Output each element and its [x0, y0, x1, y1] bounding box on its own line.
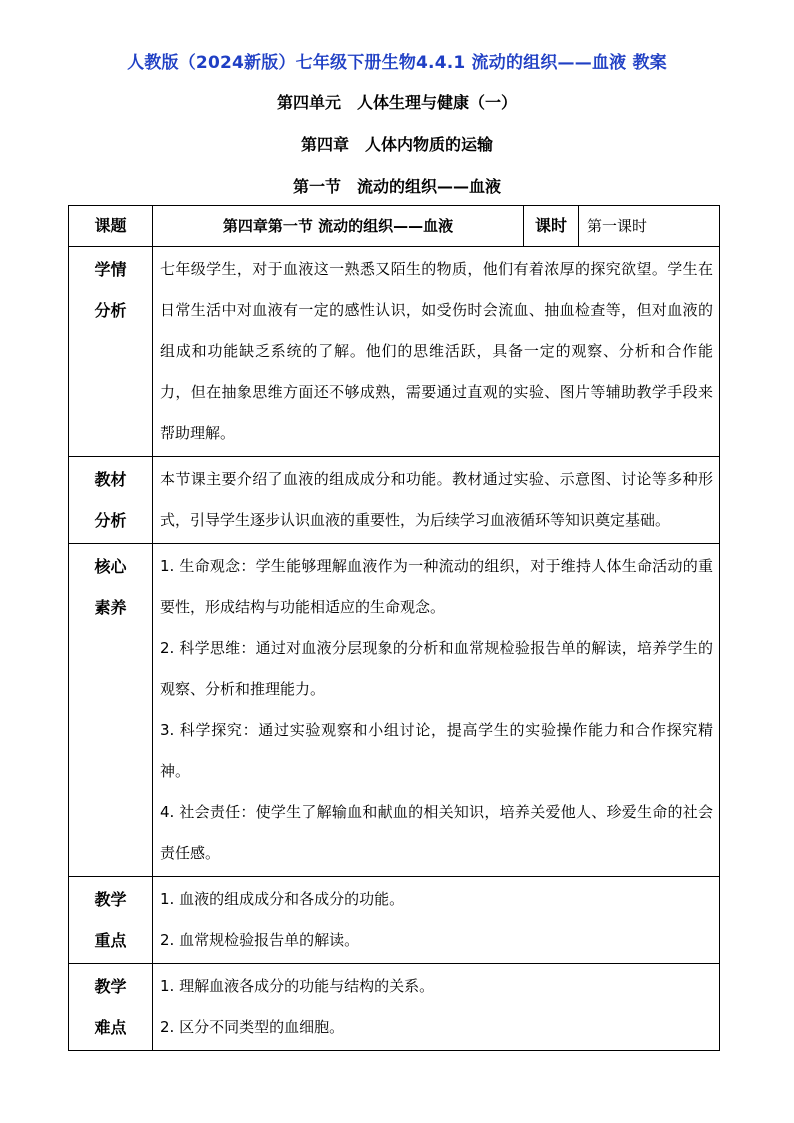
paragraph: 3. 科学探究：通过实验观察和小组讨论，提高学生的实验操作能力和合作探究精神。 [160, 721, 713, 780]
row-label [69, 247, 153, 457]
paragraph: 2. 区分不同类型的血细胞。 [160, 1018, 345, 1036]
lesson-plan-table [68, 205, 720, 1051]
table-row-textbook-analysis [69, 457, 720, 544]
topic-label: 课题 [69, 206, 153, 247]
row-content [153, 247, 720, 457]
unit-heading: 第四单元 人体生理与健康（一） [276, 93, 517, 112]
row-label-line: 教材 [94, 470, 127, 489]
row-label-line: 教学 [94, 977, 127, 996]
paragraph: 4. 社会责任：使学生了解输血和献血的相关知识，培养关爱他人、珍爱生命的社会责任感。 [160, 803, 713, 862]
paragraph: 2. 科学思维：通过对血液分层现象的分析和血常规检验报告单的解读，培养学生的观察、分析和推理能力。 [160, 639, 713, 698]
document-title: 人教版（2024新版）七年级下册生物4.4.1 流动的组织——血液 教案 [127, 53, 667, 73]
paragraph: 1. 血液的组成成分和各成分的功能。 [160, 890, 405, 908]
row-label [69, 544, 153, 877]
row-content [153, 457, 720, 544]
row-content [153, 877, 720, 964]
paragraph: 七年级学生，对于血液这一熟悉又陌生的物质，他们有着浓厚的探究欲望。学生在日常生活中对血液有一定的感性认识，如受伤时会流血、抽血检查等，但对血液的组成和功能缺乏系统的了解。他们的思维活跃，具备一定的观察、分析和合作能力，但在抽象思维方面还不够成熟，需要通过直观的实验、图片等辅助教学手段来帮助理解。 [160, 260, 713, 442]
row-label-line: 重点 [94, 931, 127, 950]
table-row-core-literacy [69, 544, 720, 877]
row-label [69, 877, 153, 964]
section-heading: 第一节 流动的组织——血液 [292, 177, 501, 196]
row-label-line: 分析 [94, 511, 127, 530]
chapter-heading: 第四章 人体内物质的运输 [300, 135, 493, 154]
table-row-key-points [69, 877, 720, 964]
paragraph: 1. 生命观念：学生能够理解血液作为一种流动的组织，对于维持人体生命活动的重要性，形成结构与功能相适应的生命观念。 [160, 557, 713, 616]
row-content [153, 964, 720, 1051]
row-label-line: 教学 [94, 890, 127, 909]
row-label-line: 核心 [94, 557, 127, 576]
row-label-line: 素养 [94, 598, 127, 617]
paragraph: 2. 血常规检验报告单的解读。 [160, 931, 360, 949]
row-label-line: 学情 [94, 260, 127, 279]
paragraph: 1. 理解血液各成分的功能与结构的关系。 [160, 977, 435, 995]
table-row-difficulties [69, 964, 720, 1051]
topic-value: 第四章第一节 流动的组织——血液 [153, 206, 524, 247]
row-label [69, 964, 153, 1051]
table-row-student-analysis [69, 247, 720, 457]
row-label [69, 457, 153, 544]
row-content [153, 544, 720, 877]
row-label-line: 分析 [94, 301, 127, 320]
table-row-topic [69, 206, 720, 247]
row-label-line: 难点 [94, 1018, 127, 1037]
period-value: 第一课时 [579, 206, 720, 247]
paragraph: 本节课主要介绍了血液的组成成分和功能。教材通过实验、示意图、讨论等多种形式，引导学生逐步认识血液的重要性，为后续学习血液循环等知识奠定基础。 [160, 470, 713, 529]
period-label: 课时 [524, 206, 579, 247]
